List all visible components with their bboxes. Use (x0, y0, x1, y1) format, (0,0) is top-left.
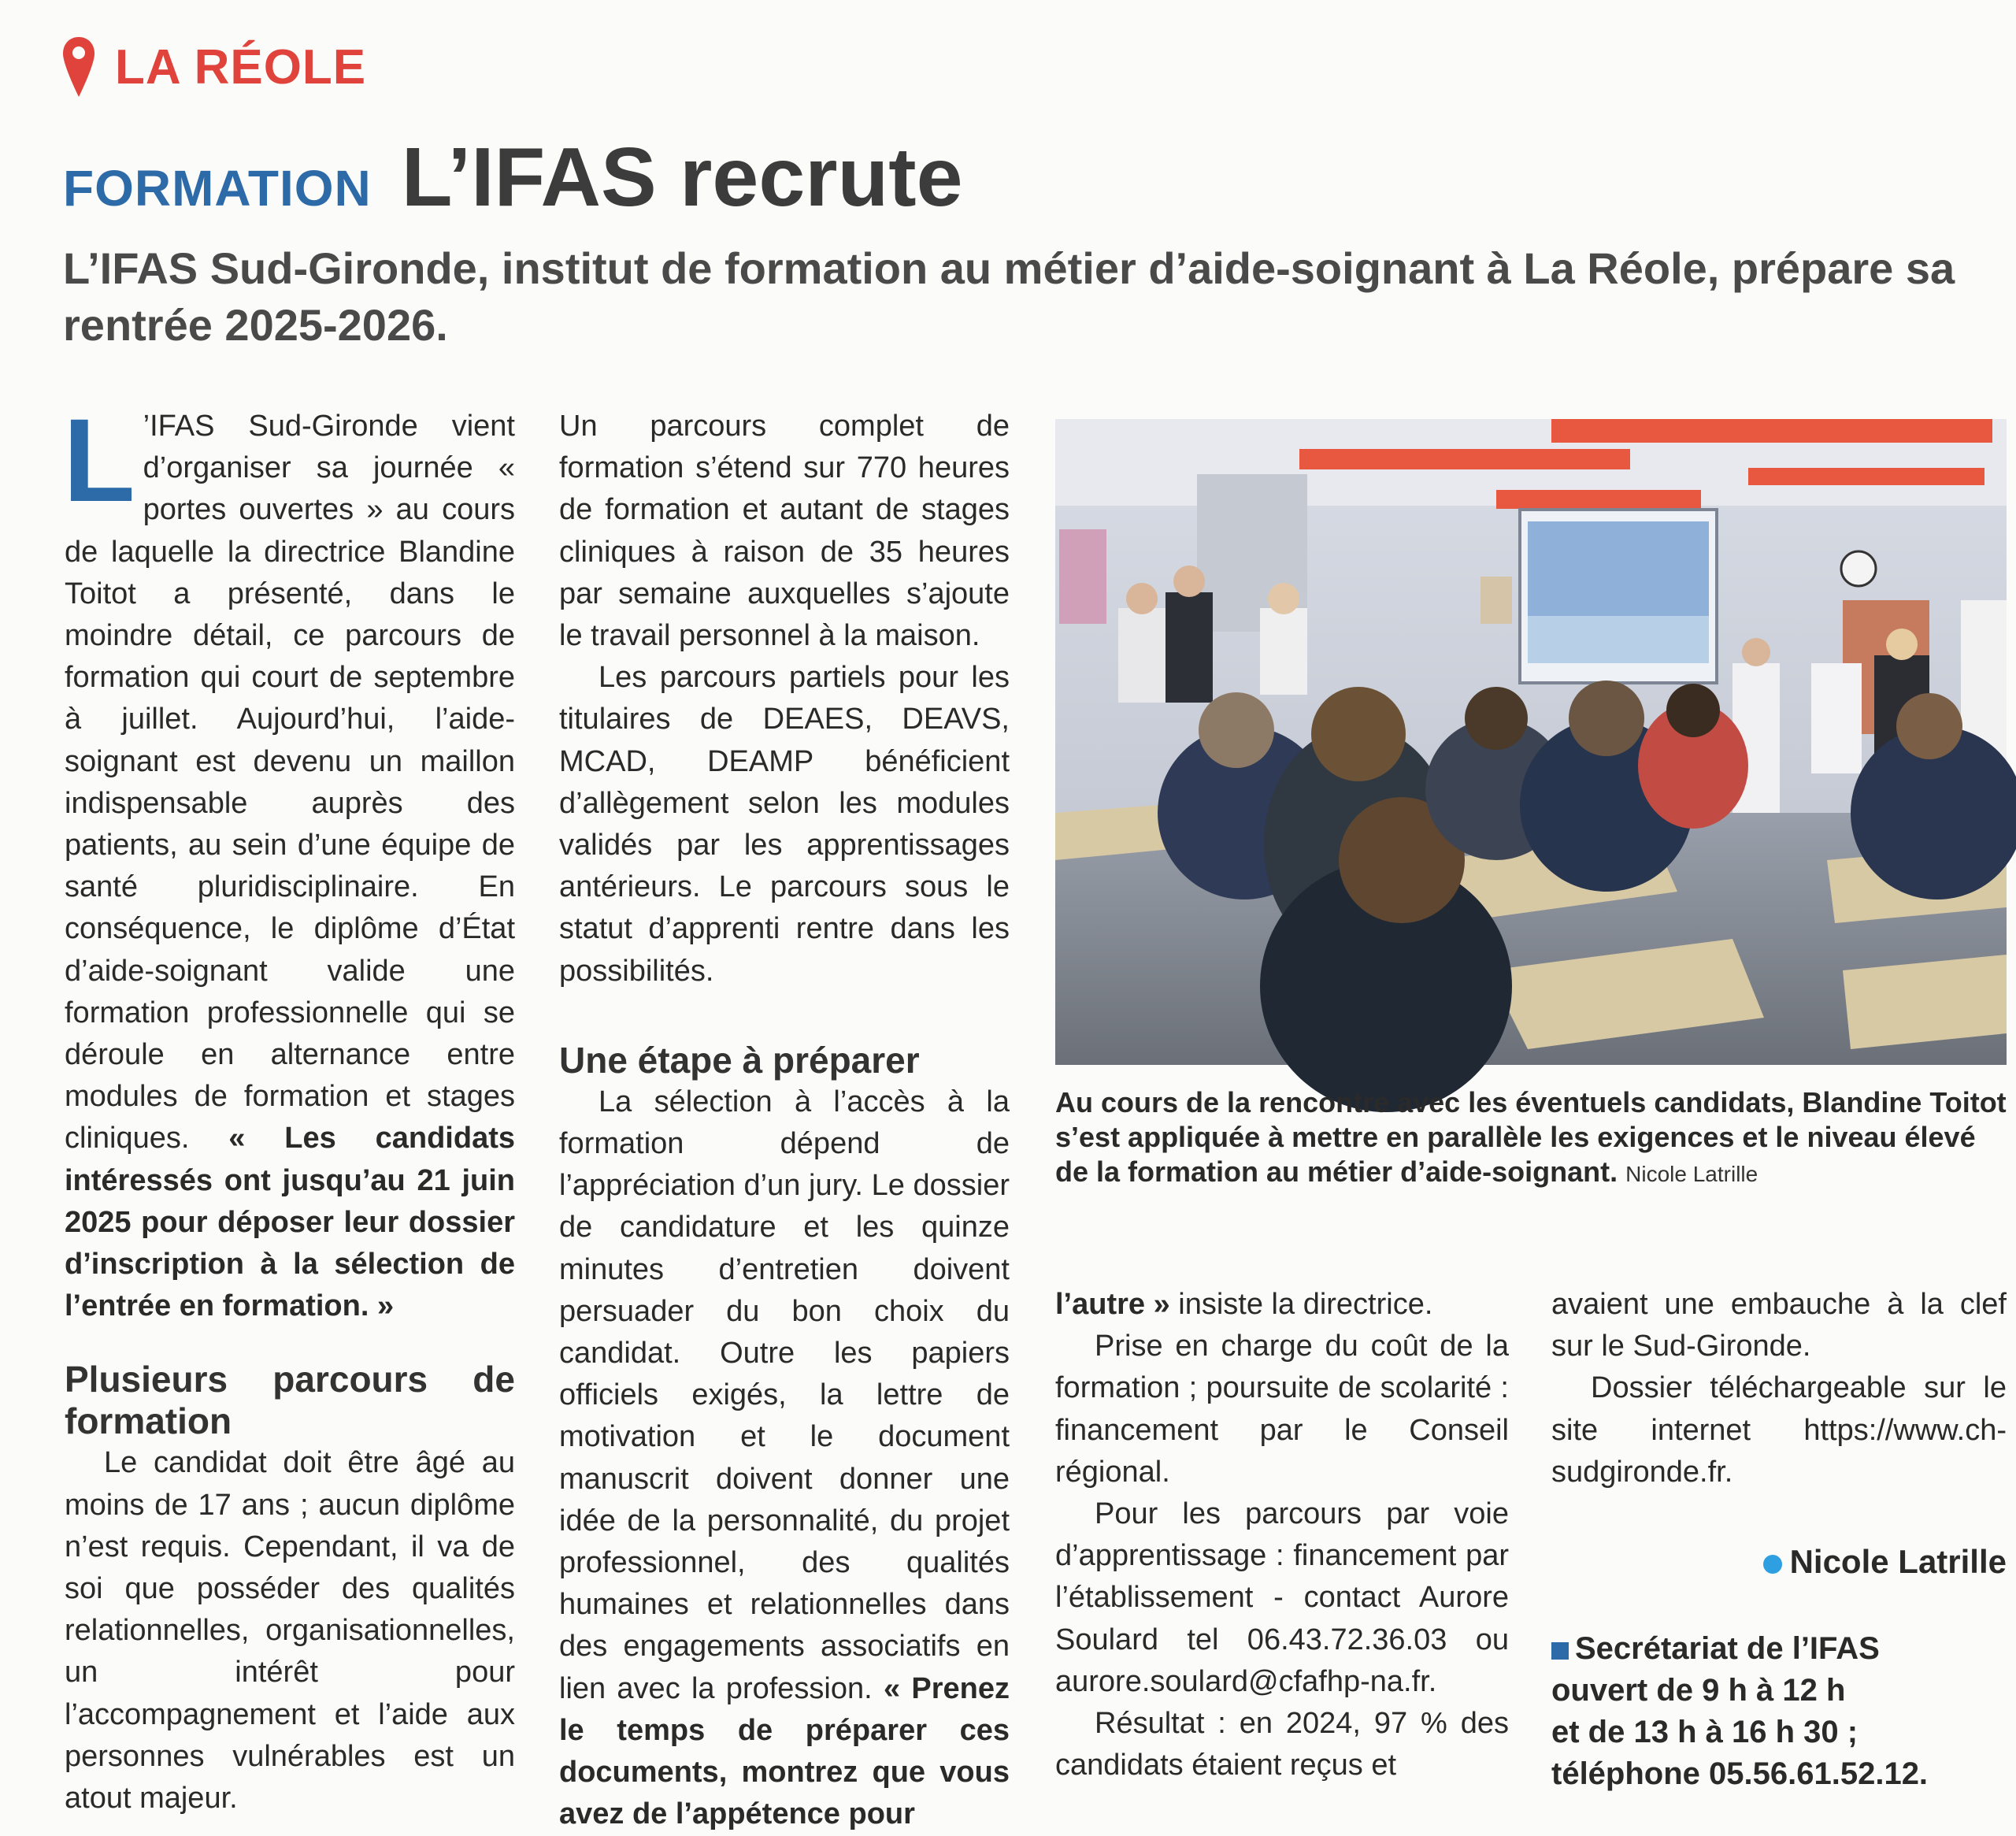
drop-cap: L (63, 394, 135, 526)
paragraph: Prise en charge du coût de la formation ; poursuite de scolarité : financement par le Conseil régional. (1055, 1330, 1509, 1489)
author-name: Nicole Latrille (1789, 1543, 2007, 1581)
map-pin-icon (61, 35, 96, 98)
paragraph-text: ’IFAS Sud-Gironde vient d’organiser sa journée « portes ouvertes » au cours de laquelle la directrice Blandine Toitot a présenté, dans le moindre détail, ce parcours de formation qui court de septembre à juillet. Aujourd’hui, l’aide-soignant est devenu un maillon indispensable auprès des patients, au sein d’une équipe de santé pluridisciplinaire. En conséquence, le diplôme d’État d’aide-soignant valide une formation professionnelle qui se déroule en alternance entre modules de formation et stages cliniques. (65, 410, 515, 1155)
square-bullet-icon (1551, 1642, 1569, 1660)
paragraph: Le candidat doit être âgé au moins de 17 ans ; aucun diplôme n’est requis. Cependant, il va de soi que posséder des qualités relationnelles, organisationnelles, un intérêt pour l’accompagnement et l’aide aux personnes vulnérables est un atout majeur. (65, 1446, 515, 1816)
info-box (1551, 1628, 2007, 1795)
article-column-4 (1551, 1284, 2007, 1795)
paragraph: Dossier téléchargeable sur le site internet https://www.ch-sudgironde.fr. (1551, 1371, 2007, 1489)
paragraph: Un parcours complet de formation s’étend sur 770 heures de formation et autant de stages cliniques à raison de 35 heures par semaine auxquelles s’ajoute le travail personnel à la maison. (559, 410, 1010, 653)
author-byline (1551, 1541, 2007, 1582)
info-line (1551, 1628, 2007, 1670)
paragraph: Pour les parcours par voie d’apprentissage : financement par l’établissement - contact Aurore Soulard tel 06.43.72.36.03 ou aurore.soulard@cfafhp-na.fr. (1055, 1497, 1509, 1698)
paragraph: avaient une embauche à la clef sur le Sud-Gironde. (1551, 1288, 2007, 1363)
article-photo (1055, 419, 2007, 1065)
paragraph-text: insiste la directrice. (1169, 1288, 1433, 1321)
paragraph-text: La sélection à l’accès à la formation dépend de l’appréciation d’un jury. Le dossier de candidature et les quinze minutes d’entretien doivent persuader du bon choix du candidat. Outre les papiers officiels exigés, la lettre de motivation et le document manuscrit doivent donner une idée de la personnalité, du projet professionnel, des qualités humaines et relationnelles dans des engagements associatifs en lien avec la profession. (559, 1085, 1010, 1705)
photo-caption (1055, 1085, 2008, 1192)
paragraph: Résultat : en 2024, 97 % des candidats étaient reçus et (1055, 1707, 1509, 1782)
article-column-1 (63, 394, 515, 1819)
caption-text: Au cours de la rencontre avec les éventuels candidats, Blandine Toitot s’est appliquée à mettre en parallèle les exigences et le niveau élevé de la formation au métier d’aide-soignant. (1055, 1086, 2007, 1188)
article-column-2 (559, 406, 1010, 1836)
paragraph: Les parcours partiels pour les titulaires de DEAES, DEAVS, MCAD, DEAMP bénéficient d’allègement selon les modules validés par les apprentissages antérieurs. Le parcours sous le statut d’apprenti rentre dans les possibilités. (559, 661, 1010, 988)
standfirst: L’IFAS Sud-Gironde, institut de formation au métier d’aide-soignant à La Réole, prépare sa rentrée 2025-2026. (63, 243, 1955, 350)
headline (63, 130, 963, 225)
paragraph (1055, 1284, 1509, 1326)
quote-text: « Les candidats intéressés ont jusqu’au 21 juin 2025 pour déposer leur dossier d’inscription à la sélection de l’entrée en formation. » (65, 1122, 515, 1323)
info-text: Secrétariat de l’IFAS (1575, 1631, 1880, 1667)
classroom-photo-illustration (1055, 419, 2007, 1065)
quote-text: l’autre » (1055, 1288, 1170, 1321)
info-line: et de 13 h à 16 h 30 ; (1551, 1715, 1858, 1750)
article-title: L’IFAS recrute (401, 131, 963, 224)
bullet-dot-icon (1763, 1555, 1782, 1574)
location-tag (61, 32, 366, 102)
paragraph (559, 1081, 1010, 1836)
paragraph (63, 394, 515, 1327)
info-line: ouvert de 9 h à 12 h (1551, 1673, 1846, 1708)
quote-text: « Prenez le temps de préparer ces documents, montrez que vous avez de l’appétence pour (559, 1671, 1010, 1831)
subheading-parcours: Plusieurs parcours de formation (65, 1359, 515, 1442)
rubric-label: FORMATION (63, 160, 372, 217)
photo-credit: Nicole Latrille (1625, 1162, 1758, 1186)
location-label: LA RÉOLE (115, 39, 367, 95)
subheading-etape: Une étape à préparer (559, 1039, 920, 1081)
article-column-3 (1055, 1284, 1509, 1786)
info-line: téléphone 05.56.61.52.12. (1551, 1756, 1929, 1792)
